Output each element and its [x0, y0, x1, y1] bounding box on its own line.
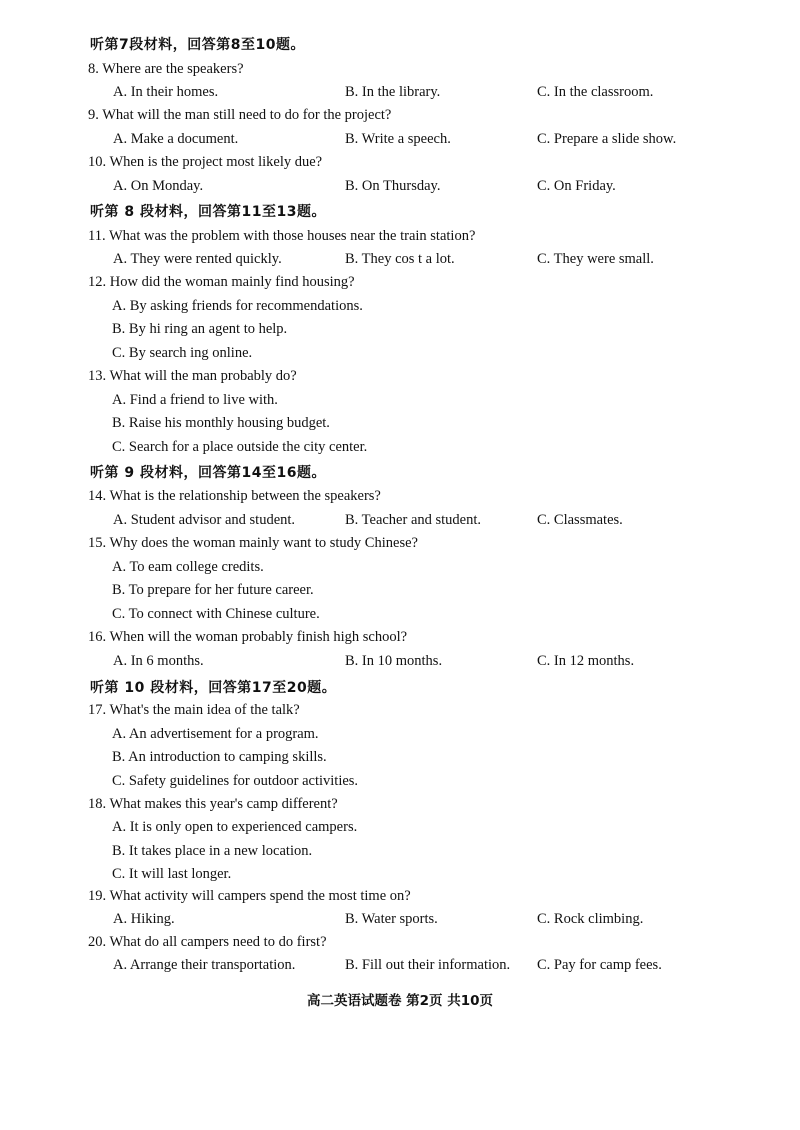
option-14a: A. Student advisor and student.: [113, 512, 296, 528]
option-15a: A. To eam college credits.: [112, 559, 264, 575]
option-8b: B. In the library.: [345, 84, 441, 100]
question-9: 9. What will the man still need to do for the project?: [88, 107, 392, 123]
option-18a: A. It is only open to experienced campers.: [112, 819, 358, 835]
option-13c: C. Search for a place outside the city center.: [112, 439, 368, 455]
option-9c: C. Prepare a slide show.: [537, 131, 677, 147]
option-13a: A. Find a friend to live with.: [112, 392, 278, 408]
option-10b: B. On Thursday.: [345, 178, 441, 194]
option-18c: C. It will last longer.: [112, 866, 232, 882]
question-18: 18. What makes this year's camp different?: [88, 796, 338, 812]
question-17: 17. What's the main idea of the talk?: [88, 702, 300, 718]
section-heading: 听第 8 段材料，回答第11至13题。: [90, 204, 326, 220]
question-15: 15. Why does the woman mainly want to study Chinese?: [88, 535, 418, 551]
option-17b: B. An introduction to camping skills.: [112, 749, 327, 765]
question-11: 11. What was the problem with those houses near the train station?: [88, 228, 476, 244]
option-16c: C. In 12 months.: [537, 653, 635, 669]
option-20b: B. Fill out their information.: [345, 957, 511, 973]
option-9a: A. Make a document.: [113, 131, 239, 147]
option-10c: C. On Friday.: [537, 178, 616, 194]
question-13: 13. What will the man probably do?: [88, 368, 297, 384]
page-footer: 高二英语试题卷 第2页 共10页: [306, 993, 494, 1009]
option-12a: A. By asking friends for recommendations.: [112, 298, 363, 314]
option-8c: C. In the classroom.: [537, 84, 654, 100]
option-11a: A. They were rented quickly.: [113, 251, 282, 267]
option-19c: C. Rock climbing.: [537, 911, 644, 927]
option-17c: C. Safety guidelines for outdoor activities.: [112, 773, 359, 789]
option-12c: C. By search ing online.: [112, 345, 253, 361]
option-11b: B. They cos t a lot.: [345, 251, 455, 267]
option-14c: C. Classmates.: [537, 512, 623, 528]
option-16b: B. In 10 months.: [345, 653, 443, 669]
option-20a: A. Arrange their transportation.: [113, 957, 296, 973]
option-11c: C. They were small.: [537, 251, 654, 267]
question-16: 16. When will the woman probably finish high school?: [88, 629, 408, 645]
option-8a: A. In their homes.: [113, 84, 219, 100]
question-14: 14. What is the relationship between the speakers?: [88, 488, 381, 504]
option-17a: A. An advertisement for a program.: [112, 726, 319, 742]
question-8: 8. Where are the speakers?: [88, 61, 244, 77]
question-20: 20. What do all campers need to do first?: [88, 934, 327, 950]
option-10a: A. On Monday.: [113, 178, 204, 194]
option-15c: C. To connect with Chinese culture.: [112, 606, 320, 622]
option-19a: A. Hiking.: [113, 911, 175, 927]
option-9b: B. Write a speech.: [345, 131, 451, 147]
question-12: 12. How did the woman mainly find housing?: [88, 274, 355, 290]
option-20c: C. Pay for camp fees.: [537, 957, 662, 973]
question-19: 19. What activity will campers spend the most time on?: [88, 888, 411, 904]
option-13b: B. Raise his monthly housing budget.: [112, 415, 330, 431]
option-19b: B. Water sports.: [345, 911, 438, 927]
section-heading: 听第 9 段材料，回答第14至16题。: [90, 465, 326, 481]
option-18b: B. It takes place in a new location.: [112, 843, 313, 859]
question-10: 10. When is the project most likely due?: [88, 154, 323, 170]
option-16a: A. In 6 months.: [113, 653, 204, 669]
option-14b: B. Teacher and student.: [345, 512, 482, 528]
section-heading: 听第 10 段材料，回答第17至20题。: [90, 680, 337, 696]
option-12b: B. By hi ring an agent to help.: [112, 321, 288, 337]
option-15b: B. To prepare for her future career.: [112, 582, 314, 598]
section-heading: 听第7段材料，回答第8至10题。: [90, 37, 305, 53]
